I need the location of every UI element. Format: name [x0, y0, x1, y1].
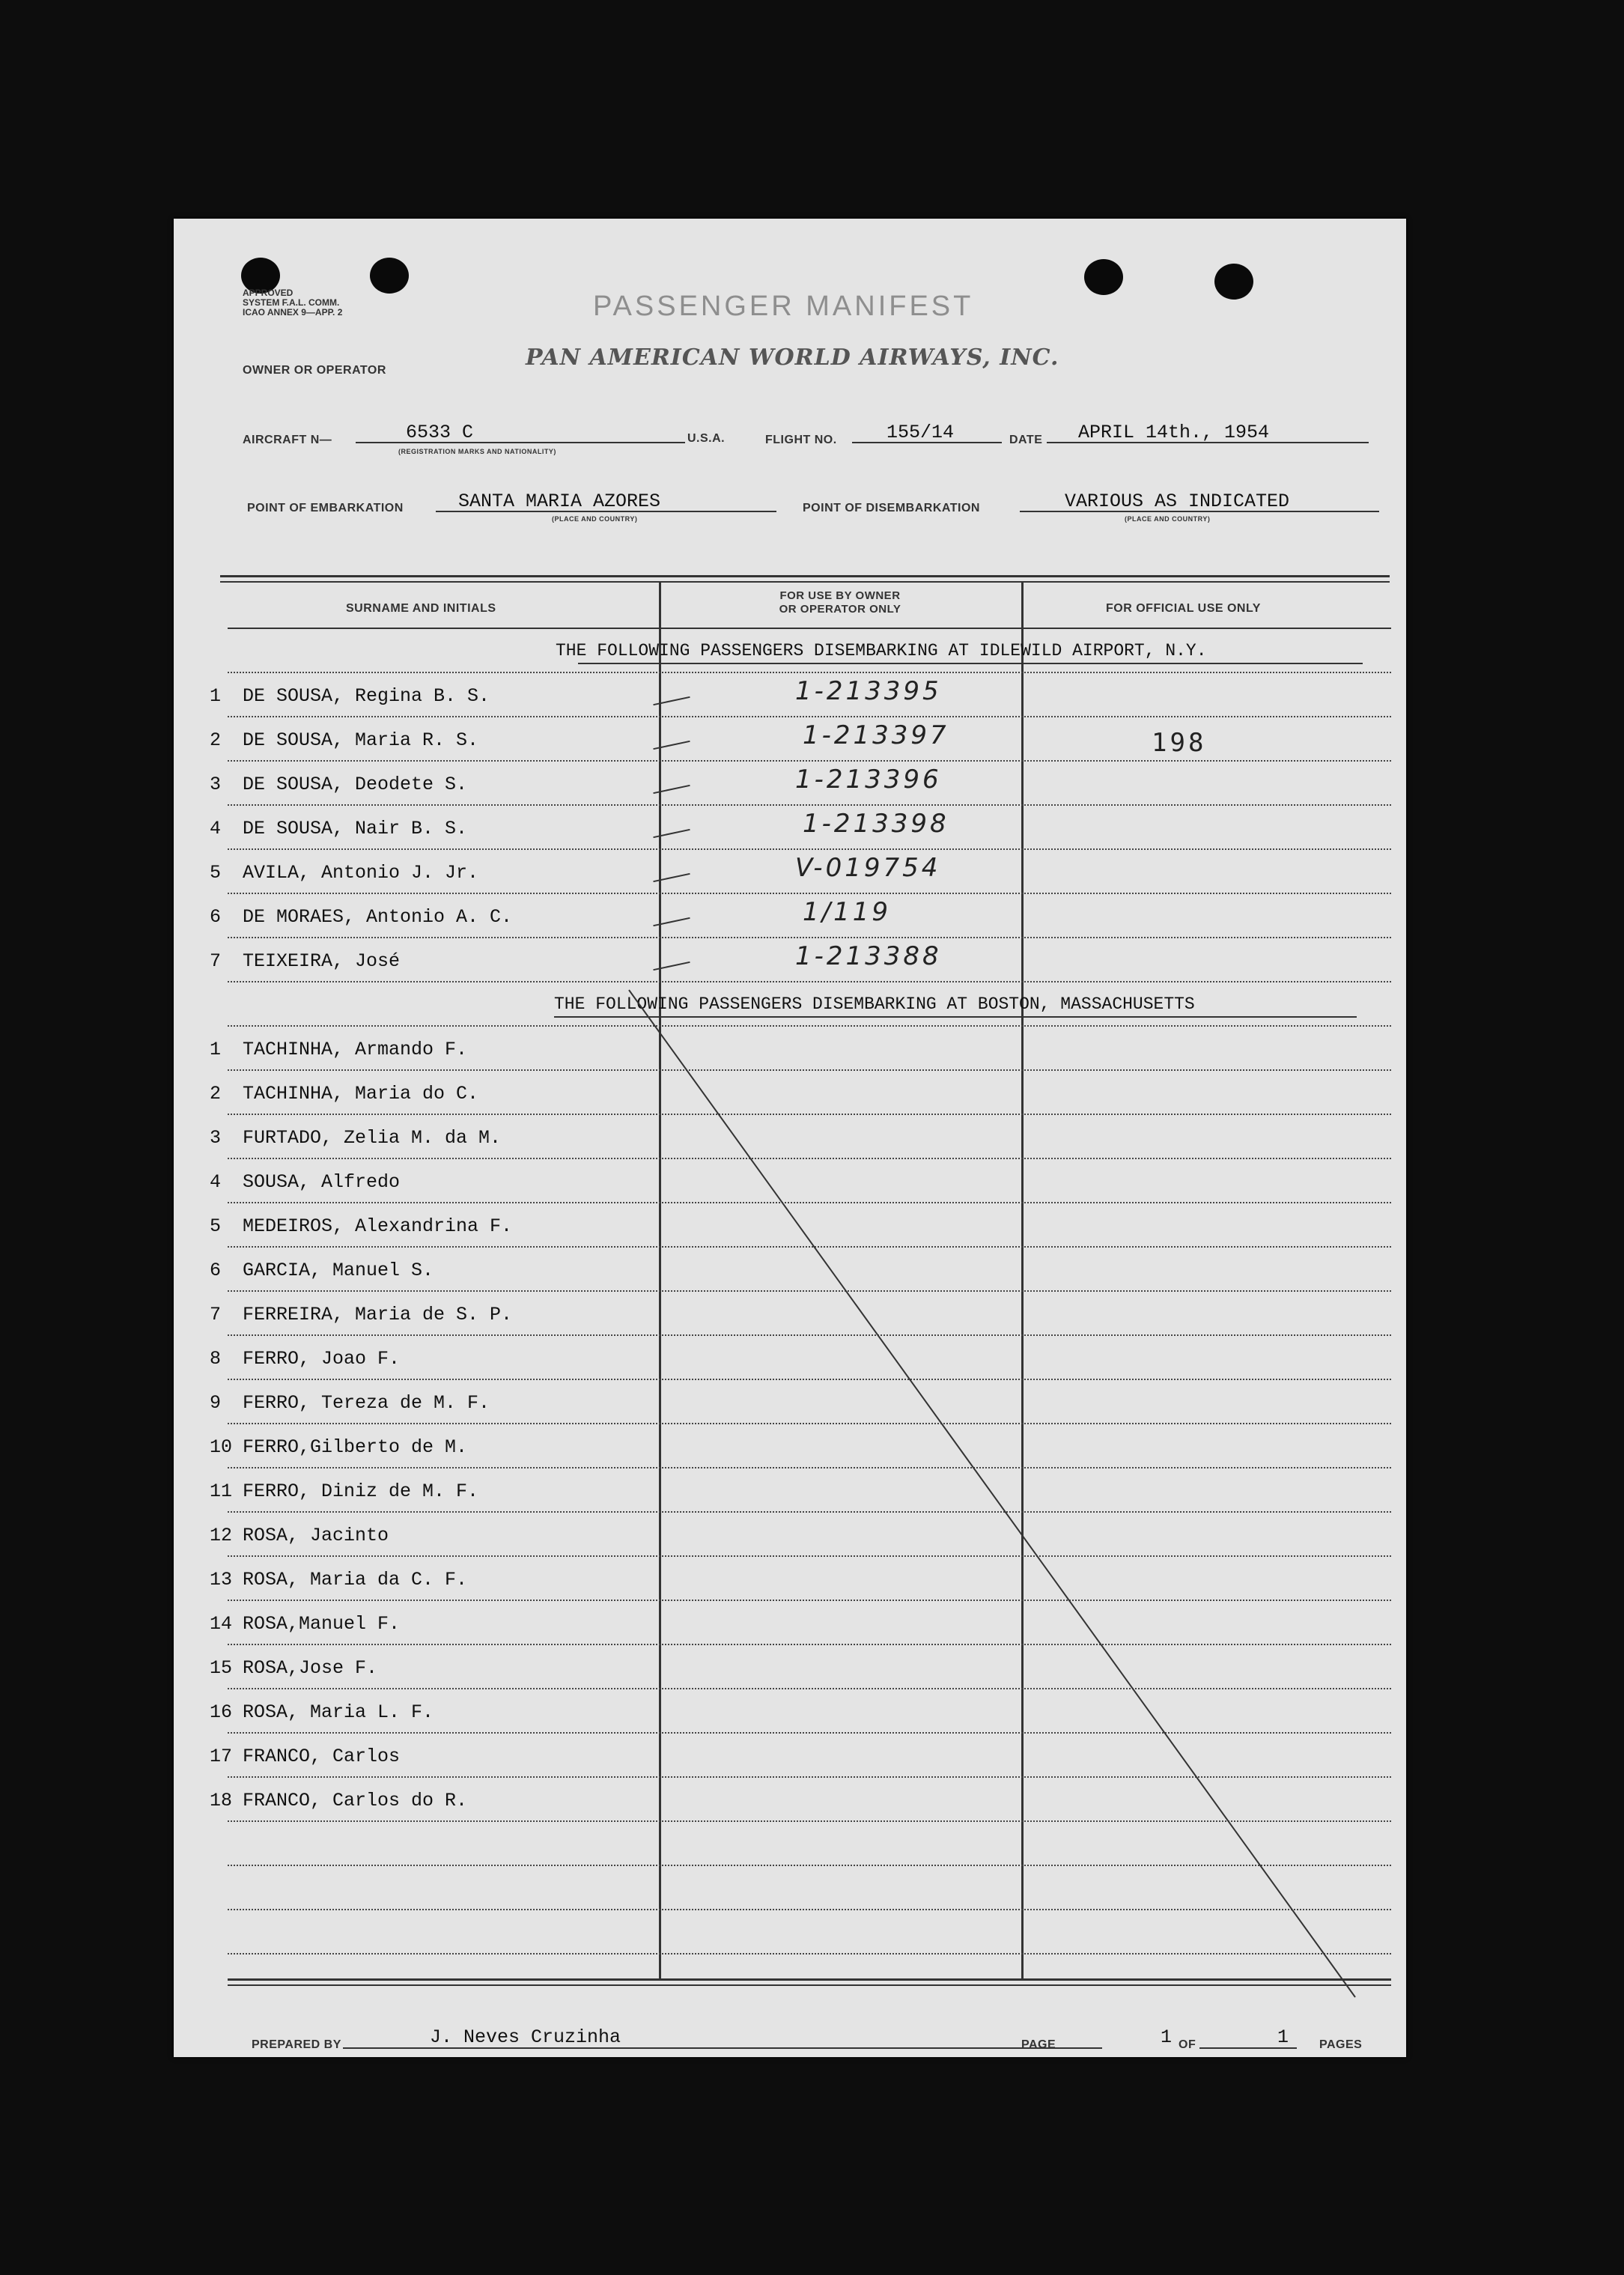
page-label: PAGE [1021, 2038, 1056, 2051]
row-number: 2 [210, 729, 222, 751]
pages-value: 1 [1277, 2026, 1289, 2048]
ticket-number: 1-213396 [795, 765, 942, 795]
row-number: 16 [210, 1701, 233, 1723]
passenger-name: DE SOUSA, Nair B. S. [243, 818, 468, 839]
form-title: PASSENGER MANIFEST [593, 291, 974, 322]
row-number: 4 [210, 818, 222, 839]
passenger-name: TACHINHA, Armando F. [243, 1039, 468, 1060]
owner-use-column-header: FOR USE BY OWNER OR OPERATOR ONLY [779, 589, 901, 616]
passenger-name: ROSA,Manuel F. [243, 1613, 401, 1635]
passenger-name: DE SOUSA, Regina B. S. [243, 685, 490, 707]
disembarkation-sublabel: (PLACE AND COUNTRY) [1125, 515, 1211, 523]
passenger-name: FRANCO, Carlos [243, 1746, 401, 1767]
row-number: 15 [210, 1657, 233, 1679]
passenger-name: FERRO, Joao F. [243, 1348, 401, 1370]
country-label: U.S.A. [687, 432, 726, 445]
section-heading-boston: THE FOLLOWING PASSENGERS DISEMBARKING AT BOSTON, MASSACHUSETTS [554, 994, 1195, 1014]
table-bottom-rule [228, 1984, 1391, 1986]
embarkation-sublabel: (PLACE AND COUNTRY) [552, 515, 638, 523]
passenger-name: GARCIA, Manuel S. [243, 1260, 434, 1281]
row-number: 5 [210, 1215, 222, 1237]
row-number: 6 [210, 1260, 222, 1281]
page-value: 1 [1161, 2026, 1173, 2048]
passenger-name: DE SOUSA, Deodete S. [243, 774, 468, 795]
embarkation-value: SANTA MARIA AZORES [458, 490, 661, 512]
pages-label: PAGES [1319, 2038, 1363, 2051]
passenger-name: TEIXEIRA, José [243, 950, 401, 972]
passenger-name: AVILA, Antonio J. Jr. [243, 862, 479, 884]
disembarkation-value: VARIOUS AS INDICATED [1065, 490, 1290, 512]
row-number: 1 [210, 685, 222, 707]
manifest-sheet [174, 219, 1406, 2057]
passenger-name: FURTADO, Zelia M. da M. [243, 1127, 502, 1149]
row-number: 2 [210, 1083, 222, 1105]
date-label: DATE [1009, 434, 1043, 446]
passenger-name: FERREIRA, Maria de S. P. [243, 1304, 513, 1325]
ticket-number: 1/119 [803, 897, 891, 927]
passenger-name: DE SOUSA, Maria R. S. [243, 729, 479, 751]
passenger-name: FERRO, Diniz de M. F. [243, 1480, 479, 1502]
row-number: 3 [210, 1127, 222, 1149]
aircraft-label: AIRCRAFT N— [243, 434, 332, 446]
passenger-name: ROSA,Jose F. [243, 1657, 378, 1679]
prepared-by-label: PREPARED BY [252, 2038, 341, 2051]
row-number: 12 [210, 1525, 233, 1546]
ticket-number: 1-213398 [803, 809, 949, 839]
row-number: 14 [210, 1613, 233, 1635]
row-number: 4 [210, 1171, 222, 1193]
row-number: 11 [210, 1480, 233, 1502]
passenger-name: ROSA, Maria da C. F. [243, 1569, 468, 1591]
disembarkation-label: POINT OF DISEMBARKATION [803, 502, 980, 514]
row-number: 1 [210, 1039, 222, 1060]
row-number: 9 [210, 1392, 222, 1414]
row-number: 13 [210, 1569, 233, 1591]
surname-column-header: SURNAME AND INITIALS [346, 602, 496, 615]
passenger-name: ROSA, Jacinto [243, 1525, 389, 1546]
section-heading-idlewild: THE FOLLOWING PASSENGERS DISEMBARKING AT IDLEWILD AIRPORT, N.Y. [556, 641, 1207, 660]
passenger-name: TACHINHA, Maria do C. [243, 1083, 479, 1105]
table-bottom-rule [228, 1978, 1391, 1981]
date-value: APRIL 14th., 1954 [1078, 422, 1270, 443]
aircraft-value: 6533 C [406, 422, 474, 443]
ticket-number: 1-213395 [795, 676, 942, 706]
of-label: OF [1179, 2038, 1196, 2051]
company-name: PAN AMERICAN WORLD AIRWAYS, INC. [526, 344, 1059, 371]
passenger-name: DE MORAES, Antonio A. C. [243, 906, 513, 928]
ticket-number: V-019754 [795, 853, 941, 883]
ticket-number: 1-213397 [803, 720, 949, 750]
flight-value: 155/14 [886, 422, 955, 443]
row-number: 7 [210, 950, 222, 972]
row-number: 5 [210, 862, 222, 884]
passenger-name: MEDEIROS, Alexandrina F. [243, 1215, 513, 1237]
row-number: 7 [210, 1304, 222, 1325]
row-number: 3 [210, 774, 222, 795]
passenger-name: SOUSA, Alfredo [243, 1171, 401, 1193]
passenger-name: FRANCO, Carlos do R. [243, 1790, 468, 1811]
cancel-diagonal-line [174, 219, 1406, 2057]
row-number: 17 [210, 1746, 233, 1767]
flight-label: FLIGHT NO. [765, 434, 837, 446]
passenger-name: FERRO,Gilberto de M. [243, 1436, 468, 1458]
passenger-name: FERRO, Tereza de M. F. [243, 1392, 490, 1414]
embarkation-label: POINT OF EMBARKATION [247, 502, 404, 514]
prepared-by-value: J. Neves Cruzinha [430, 2026, 621, 2048]
approval-note: APPROVED SYSTEM F.A.L. COMM. ICAO ANNEX 9—APP. 2 [243, 288, 343, 318]
row-number: 18 [210, 1790, 233, 1811]
aircraft-sublabel: (REGISTRATION MARKS AND NATIONALITY) [398, 448, 556, 455]
row-number: 10 [210, 1436, 233, 1458]
passenger-name: ROSA, Maria L. F. [243, 1701, 434, 1723]
row-number: 8 [210, 1348, 222, 1370]
owner-label: OWNER OR OPERATOR [243, 364, 386, 377]
official-note: 198 [1152, 728, 1207, 758]
official-column-header: FOR OFFICIAL USE ONLY [1106, 602, 1261, 615]
row-number: 6 [210, 906, 222, 928]
ticket-number: 1-213388 [795, 941, 942, 971]
